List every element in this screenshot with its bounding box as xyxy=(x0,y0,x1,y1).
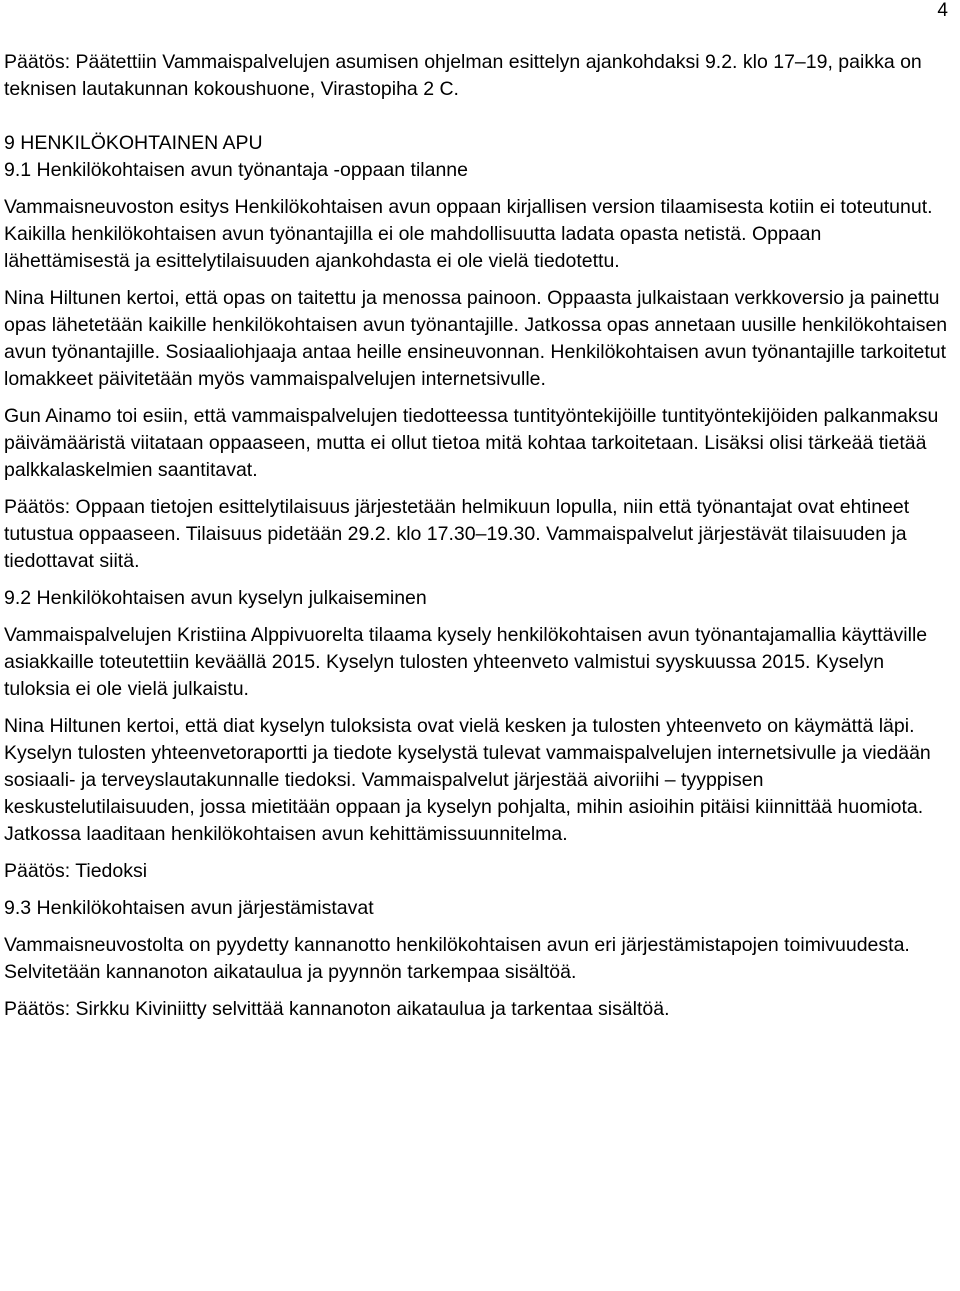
decision-paragraph: Päätös: Päätettiin Vammaispalvelujen asumisen ohjelman esittelyn ajankohdaksi 9.2. klo 17–19, paikka on teknisen lautakunnan kokoushuone, Virastopiha 2 C. xyxy=(4,51,922,100)
page-number: 4 xyxy=(937,0,948,21)
decision-paragraph: Päätös: Tiedoksi xyxy=(4,860,148,882)
document-body xyxy=(4,49,952,1023)
subsection-heading-9-2: 9.2 Henkilökohtaisen avun kyselyn julkaiseminen xyxy=(4,587,427,609)
body-paragraph: Vammaispalvelujen Kristiina Alppivuorelta tilaama kysely henkilökohtaisen avun työnantajamallia käyttäville asiakkaille toteutettiin keväällä 2015. Kyselyn tulosten yhteenveto valmistui syyskuussa 2015. Kyselyn tuloksia ei ole vielä julkaistu. xyxy=(4,624,928,700)
body-paragraph: Gun Ainamo toi esiin, että vammaispalvelujen tiedotteessa tuntityöntekijöille tuntityöntekijöiden palkanmaksu päivämääristä viitataan oppaaseen, mutta ei ollut tietoa mitä kohtaa tarkoitetaan. Lisäksi olisi tärkeää tietää palkkalaskelmien saantitavat. xyxy=(4,405,939,481)
decision-paragraph: Päätös: Oppaan tietojen esittelytilaisuus järjestetään helmikuun lopulla, niin että työnantajat ovat ehtineet tutustua oppaaseen. Tilaisuus pidetään 29.2. klo 17.30–19.30. Vammaispalvelut järjestävät tilaisuuden ja tiedottavat siitä. xyxy=(4,496,910,572)
section-heading-9: 9 HENKILÖKOHTAINEN APU xyxy=(4,132,263,154)
subsection-heading-9-3: 9.3 Henkilökohtaisen avun järjestämistavat xyxy=(4,897,374,919)
subsection-heading-9-1: 9.1 Henkilökohtaisen avun työnantaja -oppaan tilanne xyxy=(4,159,469,181)
body-paragraph: Vammaisneuvostolta on pyydetty kannanotto henkilökohtaisen avun eri järjestämistapojen toimivuudesta. Selvitetään kannanoton aikataulua ja pyynnön tarkempaa sisältöä. xyxy=(4,934,910,983)
decision-paragraph: Päätös: Sirkku Kiviniitty selvittää kannanoton aikataulua ja tarkentaa sisältöä. xyxy=(4,998,670,1020)
body-paragraph: Vammaisneuvoston esitys Henkilökohtaisen avun oppaan kirjallisen version tilaamisesta kotiin ei toteutunut. Kaikilla henkilökohtaisen avun työnantajilla ei ole mahdollisuutta ladata opasta netistä. Oppaan lähettämisestä ja esittelytilaisuuden ajankohdasta ei ole vielä tiedotettu. xyxy=(4,196,933,272)
body-paragraph: Nina Hiltunen kertoi, että opas on taitettu ja menossa painoon. Oppaasta julkaistaan verkkoversio ja painettu opas lähetetään kaikille henkilökohtaisen avun työnantajille. Jatkossa opas annetaan uusille henkilökohtaisen avun työnantajille. Sosiaaliohjaaja antaa heille ensineuvonnan. Henkilökohtaisen avun työnantajille tarkoitetut lomakkeet päivitetään myös vammaispalvelujen internetsivulle. xyxy=(4,287,948,390)
body-paragraph: Nina Hiltunen kertoi, että diat kyselyn tuloksista ovat vielä kesken ja tulosten yhteenveto on käymättä läpi. Kyselyn tulosten yhteenvetoraportti ja tiedote kyselystä tulevat vammaispalvelujen internetsivulle ja viedään sosiaali- ja terveyslautakunnalle tiedoksi. Vammaispalvelut järjestää aivoriihi – tyyppisen keskustelutilaisuuden, jossa mietitään oppaan ja kyselyn pohjalta, mihin asioihin pitäisi kiinnittää huomiota. Jatkossa laaditaan henkilökohtaisen avun kehittämissuunnitelma. xyxy=(4,715,931,845)
